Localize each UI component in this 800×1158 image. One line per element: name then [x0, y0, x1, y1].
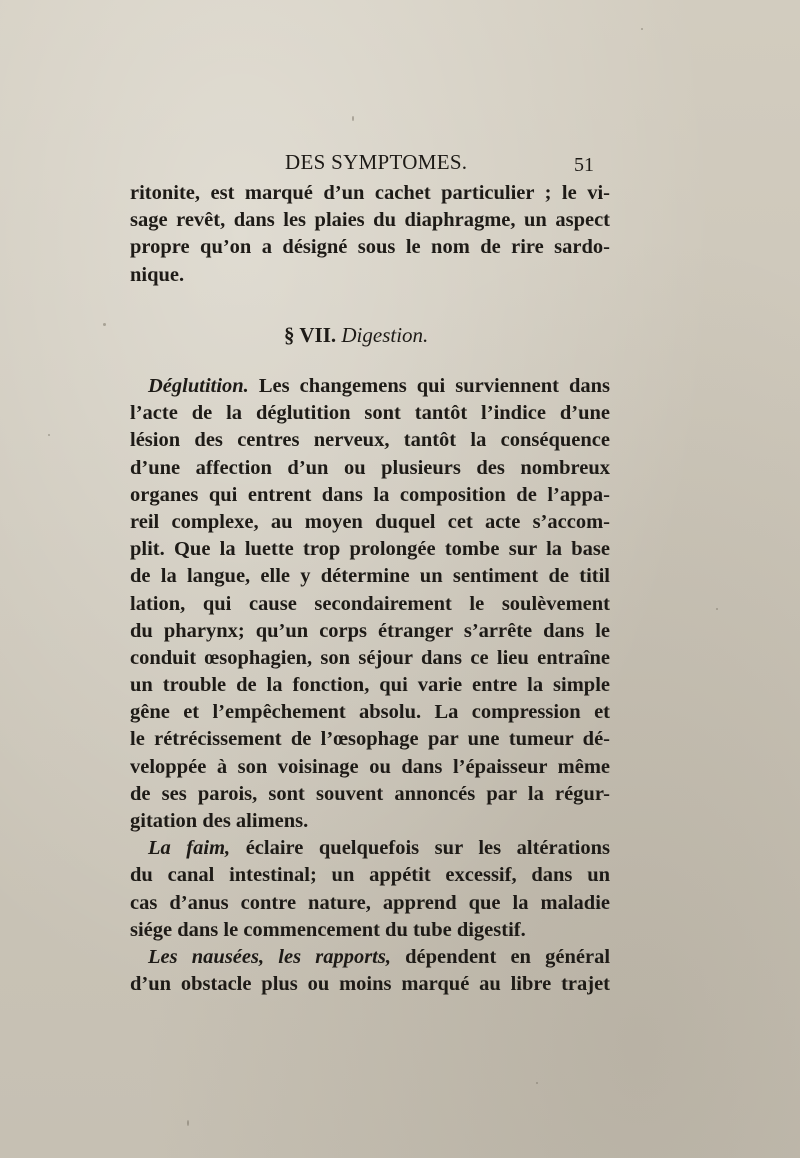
text-line: organes qui entrent dans la composition de l’appa- [130, 483, 610, 506]
text-line: gitation des alimens. [130, 810, 309, 832]
text-line: reil complexe, au moyen duquel cet acte s’accom- [130, 510, 610, 533]
text-line: conduit œsophagien, son séjour dans ce lieu entraîne [130, 646, 610, 669]
text-line: veloppée à son voisinage ou dans l’épaisseur même [130, 755, 610, 778]
text-line: l’acte de la déglutition sont tantôt l’indice d’une [130, 402, 610, 425]
run-in-heading: La faim, [148, 837, 231, 860]
paper-speck [536, 1082, 538, 1084]
text-line: d’un obstacle plus ou moins marqué au libre trajet [130, 973, 610, 996]
text-run: dépendent en général [405, 945, 611, 968]
text-line: d’une affection d’un ou plusieurs des nombreux [130, 456, 610, 479]
paper-speck [352, 116, 354, 121]
paper-speck [187, 1120, 189, 1126]
text-line [130, 373, 610, 400]
text-line: de ses parois, sont souvent annoncés par la régur- [130, 782, 610, 805]
text-line: nique. [130, 263, 185, 286]
section-heading [0, 323, 800, 355]
text-line [130, 835, 610, 862]
text-run: Les changemens qui surviennent dans [258, 375, 611, 397]
run-in-heading: Déglutition. [148, 375, 249, 397]
text-line: gêne et l’empêchement absolu. La compression et [130, 701, 610, 724]
text-line: lésion des centres nerveux, tantôt la conséquence [130, 429, 610, 452]
running-title: DES SYMPTOMES. [285, 150, 468, 174]
text-line: ritonite, est marqué d’un cachet particulier ; le vi- [130, 182, 610, 204]
run-in-heading: les rapports, [278, 945, 391, 968]
text-line: plit. Que la luette trop prolongée tombe sur la base [130, 538, 610, 561]
text-line: de la langue, elle y détermine un sentiment de titil [130, 565, 610, 588]
text-line: un trouble de la fonction, qui varie entre la simple [130, 674, 610, 697]
running-head [0, 146, 800, 176]
paper-speck [641, 28, 643, 30]
text-line: cas d’anus contre nature, apprend que la maladie [130, 891, 610, 914]
text-line: du canal intestinal; un appétit excessif, dans un [130, 864, 610, 887]
body-text [130, 373, 610, 998]
run-in-heading: Les nausées, [148, 945, 265, 968]
text-line [130, 944, 610, 971]
paragraph-continuation [130, 180, 610, 289]
page-number: 51 [574, 154, 594, 176]
text-line: propre qu’on a désigné sous le nom de rire sardo- [130, 236, 610, 259]
section-title: Digestion. [341, 323, 429, 347]
text-line: du pharynx; qu’un corps étranger s’arrête dans le [130, 619, 610, 642]
paper-speck [716, 608, 718, 610]
section-heading-text [284, 323, 428, 348]
text-line: le rétrécissement de l’œsophage par une tumeur dé- [130, 728, 610, 751]
section-number: § VII. [284, 323, 337, 347]
text-line: lation, qui cause secondairement le soulèvement [130, 592, 610, 615]
paper-speck [48, 434, 50, 436]
text-line: siége dans le commencement du tube digestif. [130, 918, 526, 941]
text-line: sage revêt, dans les plaies du diaphragme, un aspect [130, 209, 610, 232]
text-run: éclaire quelquefois sur les altérations [245, 837, 611, 860]
